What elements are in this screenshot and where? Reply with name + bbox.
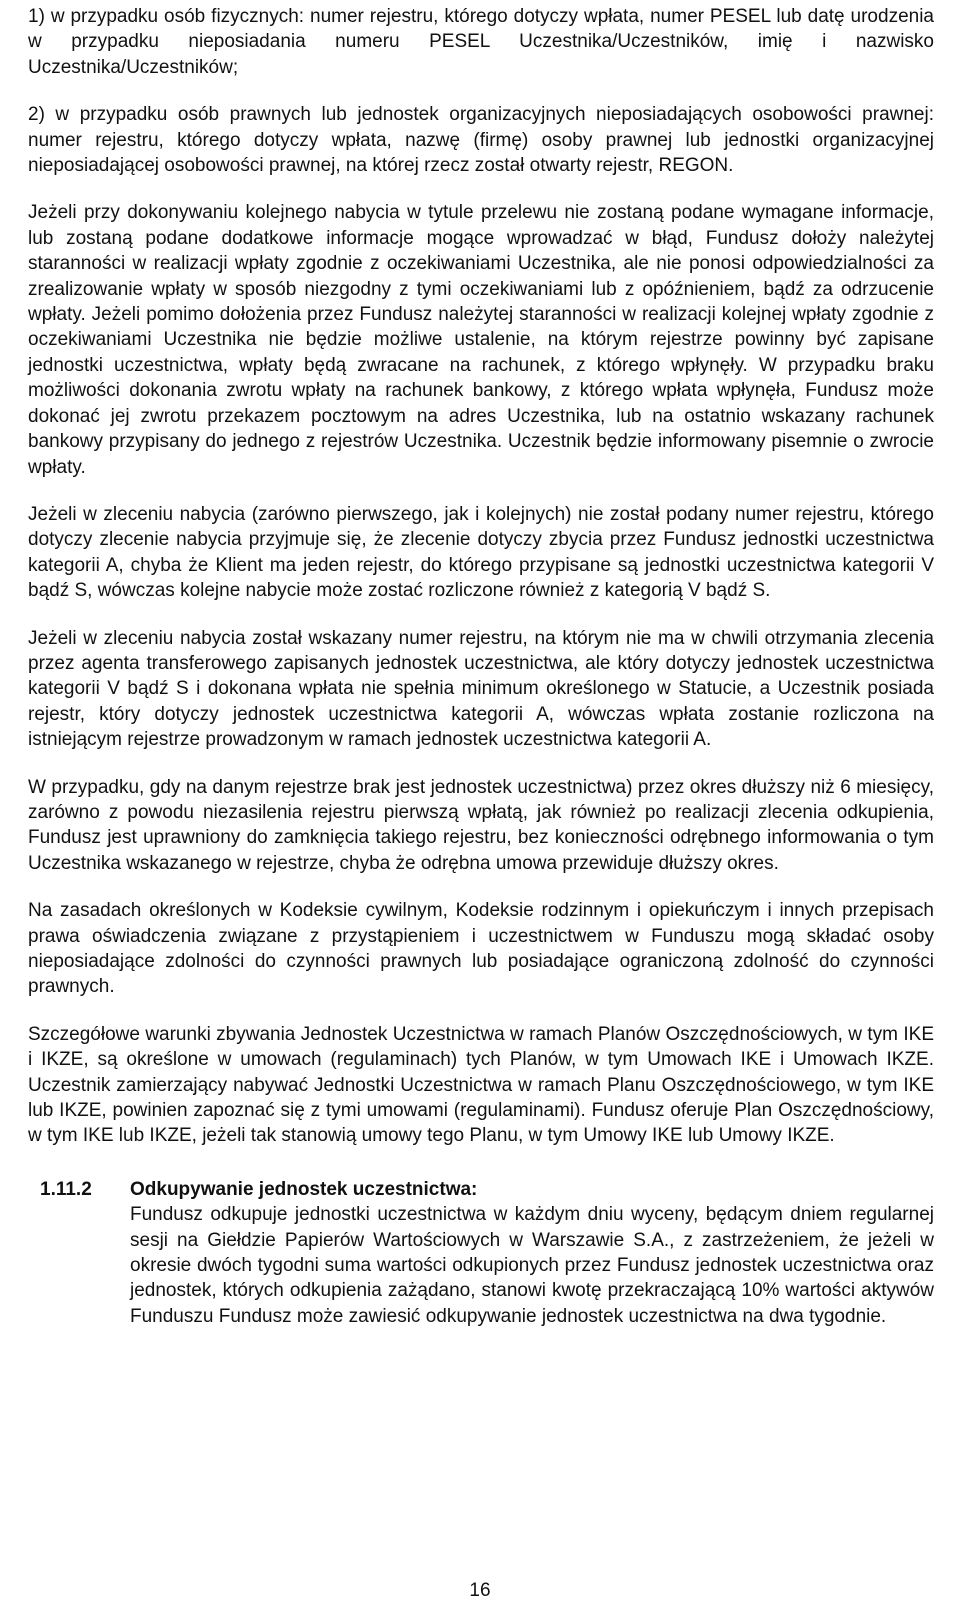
paragraph-missing-information: Jeżeli przy dokonywaniu kolejnego nabycia w tytule przelewu nie zostaną podane wymagane informacje, lub zostaną podane dodatkowe informacje mogące wprowadzać w błąd, Fundusz dołoży należytej staranności w realizacji wpłaty zgodnie z oczekiwaniami Uczestnika, ale nie ponosi odpowiedzialności za zrealizowanie wpłaty w sposób niezgodny z tymi oczekiwaniami lub z opóźnieniem, bądź za odrzucenie wpłaty. Jeżeli pomimo dołożenia przez Fundusz należytej staranności w realizacji kolejnej wpłaty zgodnie z oczekiwaniami Uczestnika nie będzie możliwe ustalenie, na którym rejestrze powinny być zapisane jednostki uczestnictwa, wpłaty będą zwracane na rachunek, z którego wpłynęły. W przypadku braku możliwości dokonania zwrotu wpłaty na rachunek bankowy, z którego wpłata wpłynęła, Fundusz może dokonać jej zwrotu przekazem pocztowym na adres Uczestnika, lub na ostatnio wskazany rachunek bankowy przypisany do jednego z rejestrów Uczestnika. Uczestnik będzie informowany pisemnie o zwrocie wpłaty. — [28, 202, 934, 478]
paragraph-legal-persons: 2) w przypadku osób prawnych lub jednostek organizacyjnych nieposiadających osobowości prawnej: numer rejestru, którego dotyczy wpłata, nazwę (firmę) osoby prawnej lub jednostki organizacyjnej nieposiadającej osobowości prawnej, na której rzecz został otwarty rejestr, REGON. — [28, 104, 934, 177]
page-number: 16 — [469, 1580, 491, 1601]
section-title: Odkupywanie jednostek uczestnictwa: — [130, 1178, 478, 1200]
paragraph-natural-persons: 1) w przypadku osób fizycznych: numer rejestru, którego dotyczy wpłata, numer PESEL lub datę urodzenia w przypadku nieposiadania numeru PESEL Uczestnika/Uczestników, imię i nazwisko Uczestnika/Uczestników; — [28, 6, 934, 78]
paragraph-legal-capacity: Na zasadach określonych w Kodeksie cywilnym, Kodeksie rodzinnym i opiekuńczym i innych przepisach prawa oświadczenia związane z przystąpieniem i uczestnictwem w Funduszu mogą składać osoby nieposiadające zdolności do czynności prawnych lub posiadające ograniczoną zdolność do czynności prawnych. — [28, 900, 934, 998]
paragraph-closing-register: W przypadku, gdy na danym rejestrze brak jest jednostek uczestnictwa) przez okres dłuższy niż 6 miesięcy, zarówno z powodu niezasilenia rejestru pierwszą wpłatą, jak również po realizacji zlecenia odkupienia, Fundusz jest uprawniony do zamknięcia takiego rejestru, bez konieczności odrębnego informowania o tym Uczestnika wskazanego w rejestrze, chyba że odrębna umowa przewiduje dłuższy okres. — [28, 776, 934, 874]
section-number: 1.11.2 — [40, 1178, 92, 1200]
paragraph-savings-plans: Szczegółowe warunki zbywania Jednostek Uczestnictwa w ramach Planów Oszczędnościowych, w tym IKE i IKZE, są określone w umowach (regulaminach) tych Planów, w tym Umowach IKE i Umowach IKZE. Uczestnik zamierzający nabywać Jednostki Uczestnictwa w ramach Planu Oszczędnościowego, w tym IKE lub IKZE, powinien zapoznać się z tymi umowami (regulaminami). Fundusz oferuje Plan Oszczędnościowy, w tym IKE lub IKZE, jeżeli tak stanowią umowy tego Planu, w tym Umowy IKE lub Umowy IKZE. — [28, 1023, 934, 1147]
section-body: Fundusz odkupuje jednostki uczestnictwa w każdym dniu wyceny, będącym dniem regularnej sesji na Giełdzie Papierów Wartościowych w Warszawie S.A., z zastrzeżeniem, że jeżeli w okresie dwóch tygodni suma wartości odkupionych przez Fundusz jednostek uczestnictwa oraz jednostek, których odkupienia zażądano, stanowi kwotę przekraczającą 10% wartości aktywów Funduszu Fundusz może zawiesić odkupywanie jednostek uczestnictwa na dwa tygodnie. — [130, 1204, 934, 1327]
section-heading — [40, 1177, 934, 1202]
paragraph-no-register-number: Jeżeli w zleceniu nabycia (zarówno pierwszego, jak i kolejnych) nie został podany numer rejestru, którego dotyczy zlecenie nabycia przyjmuje się, że zlecenie dotyczy zbycia przez Fundusz jednostki uczestnictwa kategorii A, chyba że Klient ma jeden rejestr, do którego przypisane są jednostki uczestnictwa kategorii V bądź S, wówczas kolejne nabycie może zostać rozliczone również z kategorią V bądź S. — [28, 503, 934, 602]
section-redemption — [28, 1177, 934, 1329]
paragraph-register-indicated: Jeżeli w zleceniu nabycia został wskazany numer rejestru, na którym nie ma w chwili otrzymania zlecenia przez agenta transferowego zapisanych jednostek uczestnictwa, ale który dotyczy jednostek uczestnictwa kategorii V bądź S i dokonana wpłata nie spełnia minimum określonego w Statucie, a Uczestnik posiada rejestr, który dotyczy jednostek uczestnictwa kategorii A, wówczas wpłata zostanie rozliczona na istniejącym rejestrze prowadzonym w ramach jednostek uczestnictwa kategorii A. — [28, 627, 934, 751]
